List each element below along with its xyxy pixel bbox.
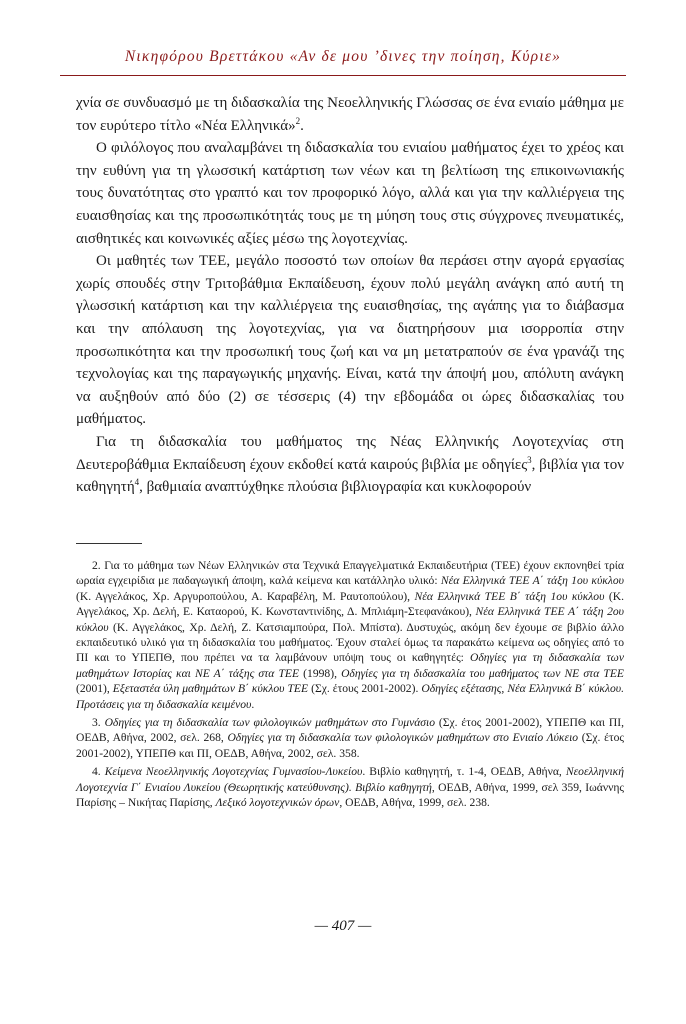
footnote-separator [76, 543, 142, 544]
main-text [76, 92, 624, 499]
paragraph-2: Ο φιλόλογος που αναλαμβάνει τη διδασκαλία του ενιαίου μαθήματος έχει το χρέος και την ευθύνη για τη γλωσσική κατάρτιση των νέων και τη βελτίωση της επικοινωνιακής τους δυνατότητας στο γραπτό και τον προφορικό λόγο, αλλά και για την καλλιέργεια της ευαισθησίας και της προσωπικότητάς τους με τη μύηση τους στις σύγχρονες πνευματικές, αισθητικές και κοινωνικές αξίες μέσω της λογοτεχνίας. [76, 140, 624, 247]
footnotes [76, 558, 624, 814]
footnote-ref-3[interactable]: 3 [527, 454, 532, 465]
running-header: Νικηφόρου Βρεττάκου «Αν δε μου ’δινες την ποίηση, Κύριε» [124, 48, 562, 65]
header-rule [60, 75, 626, 76]
footnote-2: 2. Για το μάθημα των Νέων Ελληνικών στα Τεχνικά Επαγγελματικά Εκπαιδευτήρια (ΤΕΕ) έχουν εκπονηθεί τρία ωραία εγχειρίδια με παδαγωγική άποψη, καλά κείμενα και κατάλληλο υλικό: Νέα Ελληνικά ΤΕΕ Α΄ τάξη 1ου κύκλου (Κ. Αγγελάκος, Χρ. Αργυροπούλου, Α. Καραβέλη, Μ. Ραυτοπούλου), Νέα Ελληνικά ΤΕΕ Β΄ τάξη 1ου κύκλου (Κ. Αγγελάκος, Χρ. Δελή, Ε. Καταορού, Κ. Κωνσταντινίδης, Δ. Μπλιάμη-Στεφανάκου), Νέα Ελληνικά ΤΕΕ Α΄ τάξη 2ου κύκλου (Κ. Αγγελάκος, Χρ. Δελή, Ζ. Κατσιαμπούρα, Πολ. Μπίστα). Δυστυχώς, ακόμη δεν έχουμε σε βιβλίο άλλο εκπαιδευτικό υλικό για τη διδασκαλία του μαθήματος. Έχουν σταλεί όμως τα παρακάτω κείμενα ως οδηγίες από το ΠΙ και το ΥΠΕΠΘ, που πρέπει να τα λαμβάνουν υπόψη τους οι καθηγητές: Οδηγίες για τη διδασκαλία των μαθημάτων Ιστορίας και ΝΕ Α΄ τάξης στα ΤΕΕ (1998), Οδηγίες για τη διδασκαλία του μαθήματος των ΝΕ στα ΤΕΕ (2001), Εξεταστέα ύλη μαθημάτων Β΄ κύκλου ΤΕΕ (Σχ. έτους 2001-2002). Οδηγίες εξέτασης, Νέα Ελληνικά Β΄ κύκλου. Προτάσεις για τη διδασκαλία κειμένου. [76, 559, 625, 711]
footnote-ref-2[interactable]: 2 [295, 115, 301, 126]
page-number: — 407 — [314, 918, 372, 934]
paragraph-1: χνία σε συνδυασμό με τη διδασκαλία της Νεοελληνικής Γλώσσας σε ένα ενιαίο μάθημα με τον ευρύτερο τίτλο «Νέα Ελληνικά»$^2$. [76, 95, 624, 134]
paragraph-3: Οι μαθητές των ΤΕΕ, μεγάλο ποσοστό των οποίων θα περάσει στην αγορά εργασίας χωρίς σπουδές στην Τριτοβάθμια Εκπαίδευση, έχουν πολύ μεγάλη ανάγκη από αυτή τη γλωσσική κατάρτιση και την καλλιέργεια της ευαισθησίας, της αγάπης για το διάβασμα και την απόλαυση της λογοτεχνίας, για να διατηρήσουν μια ισορροπία στην προσωπικότητα και την προσωπική τους ζωή και να μη μετατραπούν σε ένα γρανάζι της τεχνολογίας και της παραγωγικής μηχανής. Είναι, κατά την άποψή μου, απόλυτη ανάγκη να αυξηθούν από δύο (2) σε τέσσερις (4) την εβδομάδα οι ώρες διδασκαλίας του μαθήματος. [76, 253, 624, 428]
footnote-4: 4. Κείμενα Νεοελληνικής Λογοτεχνίας Γυμνασίου-Λυκείου. Βιβλίο καθηγητή, τ. 1-4, ΟΕΔΒ, Αθήνα, Νεοελληνική Λογοτεχνία Γ΄ Ενιαίου Λυκείου (Θεωρητικής κατεύθυνσης). Βιβλίο καθηγητή, ΟΕΔΒ, Αθήνα, 1999, σελ 359, Ιωάννης Παρίσης – Νικήτας Παρίσης, Λεξικό λογοτεχνικών όρων, ΟΕΔΒ, Αθήνα, 1999, σελ. 238. [76, 765, 624, 810]
footnote-3: 3. Οδηγίες για τη διδασκαλία των φιλολογικών μαθημάτων στο Γυμνάσιο (Σχ. έτος 2001-2002), ΥΠΕΠΘ και ΠΙ, ΟΕΔΒ, Αθήνα, 2002, σελ. 268, Οδηγίες για τη διδασκαλία των φιλολογικών μαθημάτων στο Ενιαίο Λύκειο (Σχ. έτος 2001-2002), ΥΠΕΠΘ και ΠΙ, ΟΕΔΒ, Αθήνα, 2002, σελ. 358. [76, 716, 624, 760]
footnote-ref-4[interactable]: 4 [134, 477, 140, 488]
paragraph-4: Για τη διδασκαλία του μαθήματος της Νέας Ελληνικής Λογοτεχνίας στη Δευτεροβάθμια Εκπαίδευση έχουν εκδοθεί κατά καιρούς βιβλία με οδηγίες$^3$, βιβλία για τον καθηγητή$^4$, βαθμιαία αναπτύχθηκε πλούσια βιβλιογραφία και κυκλοφορούν [76, 433, 624, 496]
